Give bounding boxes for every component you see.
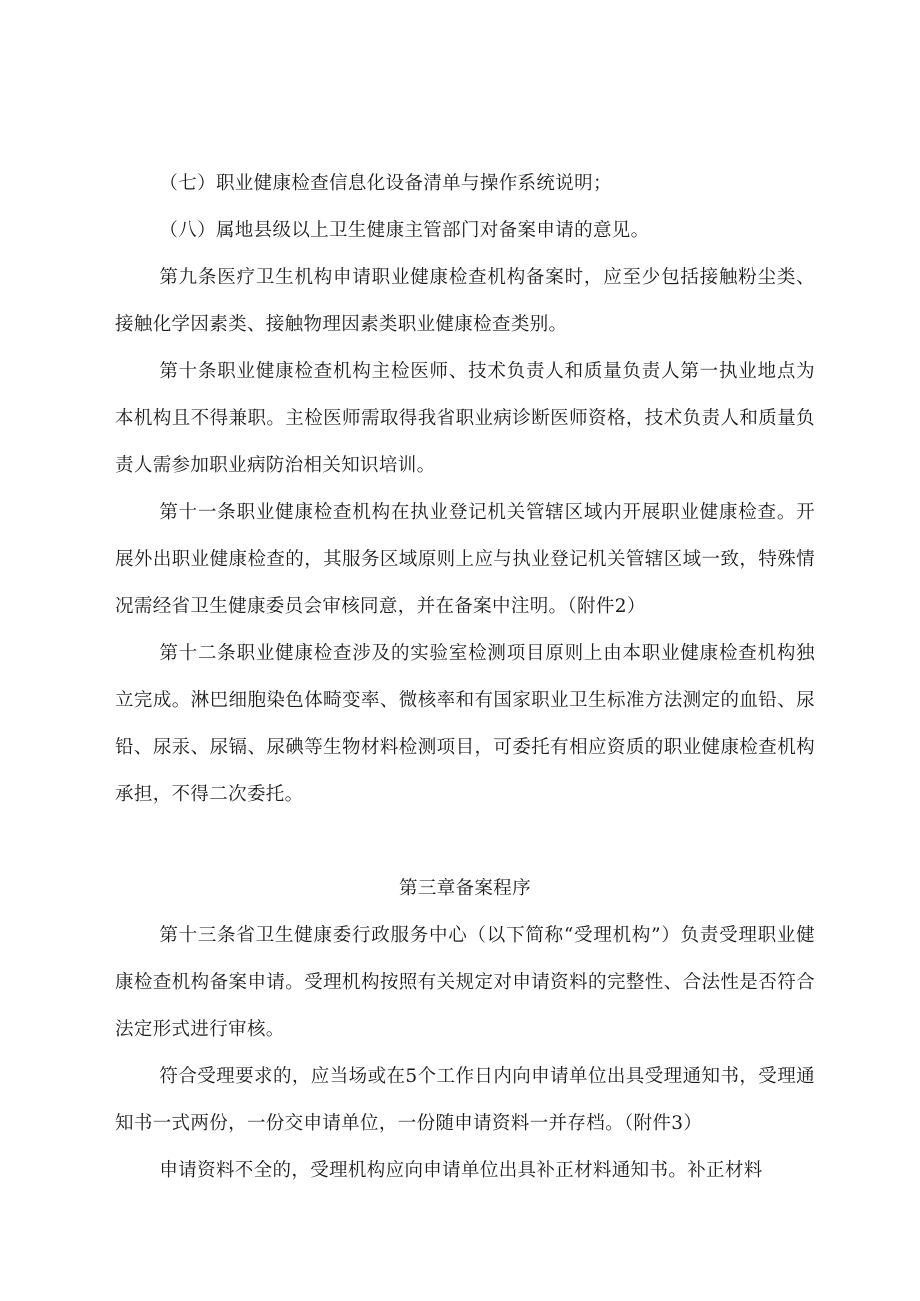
paragraph-article-10: 第十条职业健康检查机构主检医师、技术负责人和质量负责人第一执业地点为本机构且不得兼职。主检医师需取得我省职业病诊断医师资格，技术负责人和质量负责人需参加职业病防治相关知识培训。 xyxy=(115,361,815,476)
paragraph-item-7: （七）职业健康检查信息化设备清单与操作系统说明； xyxy=(159,173,612,194)
paragraph-article-13: 第十三条省卫生健康委行政服务中心（以下简称“受理机构”）负责受理职业健康检查机构备案申请。受理机构按照有关规定对申请资料的完整性、合法性是否符合法定形式进行审核。 xyxy=(115,925,815,1040)
paragraph-item-8: （八）属地县级以上卫生健康主管部门对备案申请的意见。 xyxy=(159,220,650,241)
paragraph-article-12: 第十二条职业健康检查涉及的实验室检测项目原则上由本职业健康检查机构独立完成。淋巴细胞染色体畸变率、微核率和有国家职业卫生标准方法测定的血铅、尿铅、尿汞、尿镉、尿碘等生物材料检测项目，可委托有相应资质的职业健康检查机构承担，不得二次委托。 xyxy=(115,643,815,805)
paragraph-incomplete-materials: 申请资料不全的，受理机构应向申请单位出具补正材料通知书。补正材料 xyxy=(159,1160,763,1181)
paragraph-article-9: 第九条医疗卫生机构申请职业健康检查机构备案时，应至少包括接触粉尘类、接触化学因素类、接触物理因素类职业健康检查类别。 xyxy=(115,267,815,335)
chapter-heading: 第三章备案程序 xyxy=(399,878,531,899)
document-body xyxy=(115,160,815,1194)
paragraph-acceptance: 符合受理要求的，应当场或在5个工作日内向申请单位出具受理通知书，受理通知书一式两份，一份交申请单位，一份随申请资料一并存档。（附件3） xyxy=(115,1066,815,1134)
section-gap xyxy=(115,818,815,865)
paragraph-article-11: 第十一条职业健康检查机构在执业登记机关管辖区域内开展职业健康检查。开展外出职业健康检查的，其服务区域原则上应与执业登记机关管辖区域一致，特殊情况需经省卫生健康委员会审核同意，并在备案中注明。（附件2） xyxy=(115,502,815,617)
